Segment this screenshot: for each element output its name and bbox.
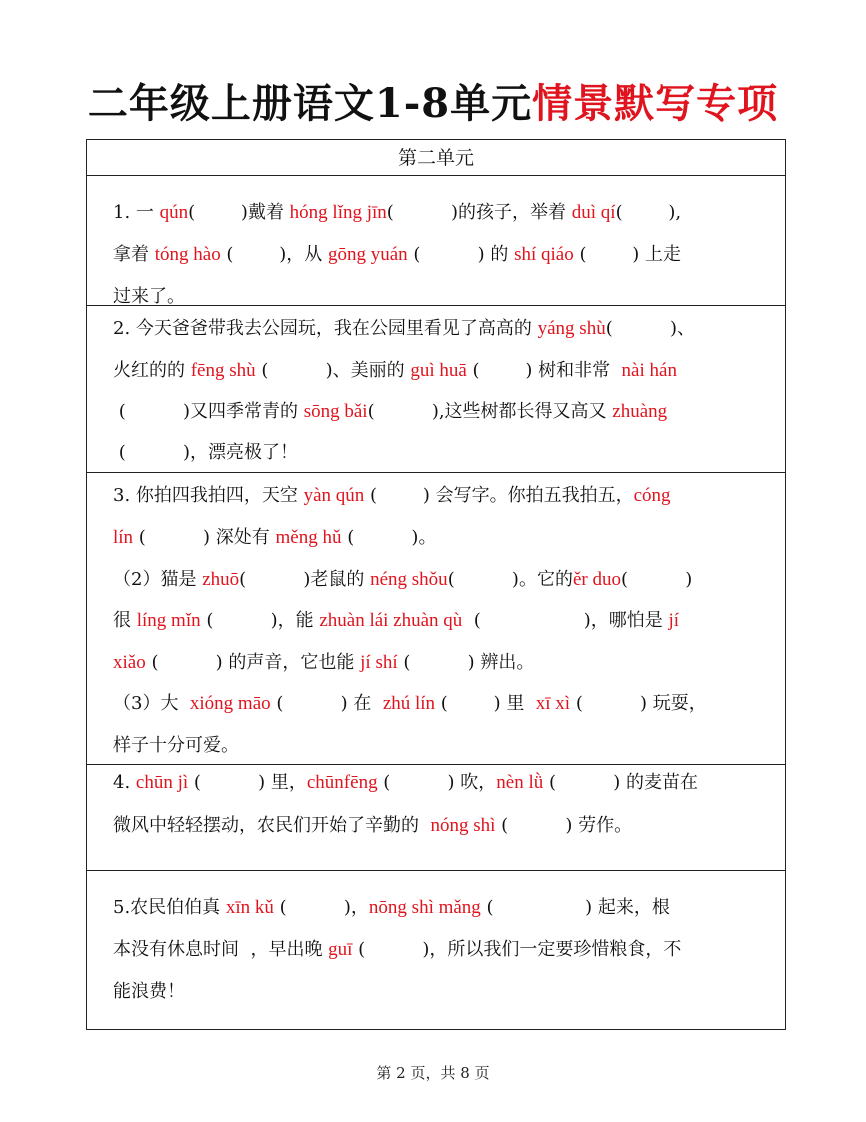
item-text: 本没有休息时间 ，早出晚 bbox=[113, 939, 329, 960]
pinyin-prompt: néng shǒu bbox=[370, 569, 448, 590]
title-black: 二年级上册语文1-8单元 bbox=[87, 80, 533, 127]
item-line bbox=[113, 316, 695, 342]
item-text: ( ) 树和非常 bbox=[466, 360, 622, 381]
item-line bbox=[113, 399, 667, 425]
pinyin-prompt: zhuàn lái zhuàn qù bbox=[319, 610, 463, 631]
item-text: ( ) 会写字。你拍五我拍五， bbox=[364, 485, 634, 506]
pinyin-prompt: yáng shù bbox=[537, 318, 606, 339]
item-text: 微风中轻轻摆动，农民们开始了辛勤的 bbox=[113, 815, 431, 836]
item-line bbox=[113, 691, 707, 717]
item-text: 拿着 bbox=[113, 244, 155, 265]
item-text: ( ) 里 bbox=[435, 693, 536, 714]
pinyin-prompt: lín bbox=[113, 527, 134, 548]
item-text: 5.农民伯伯真 bbox=[113, 897, 226, 918]
item-text: ( ) 的麦苗在 bbox=[543, 772, 698, 793]
item-line bbox=[113, 440, 298, 466]
item-text: ( )老鼠的 bbox=[239, 569, 371, 590]
section-header: 第二单元 bbox=[87, 140, 785, 176]
item-text: ( ) 玩耍， bbox=[570, 693, 707, 714]
pinyin-prompt: gōng yuán bbox=[327, 244, 408, 265]
pinyin-prompt: xióng māo bbox=[189, 693, 271, 714]
item-text: 样子十分可爱。 bbox=[113, 735, 239, 756]
pinyin-prompt: zhuàng bbox=[612, 401, 668, 422]
item-text: 过来了。 bbox=[113, 286, 185, 307]
item-text: ( )，从 bbox=[220, 244, 328, 265]
pinyin-prompt: sōng bǎi bbox=[303, 401, 368, 422]
item-text: ( ), bbox=[615, 202, 682, 223]
item-text: ( )。 bbox=[341, 527, 437, 548]
item-line bbox=[113, 813, 632, 839]
item-1 bbox=[87, 176, 785, 306]
pinyin-prompt: nōng shì mǎng bbox=[368, 897, 481, 918]
item-line bbox=[113, 358, 677, 384]
pinyin-prompt: tóng hào bbox=[154, 244, 221, 265]
pinyin-prompt: chūnfēng bbox=[306, 772, 378, 793]
pinyin-prompt: xīn kǔ bbox=[225, 897, 274, 918]
pinyin-prompt: jí shí bbox=[360, 652, 398, 673]
item-text: ( ) 深处有 bbox=[133, 527, 276, 548]
item-text: ( )又四季常青的 bbox=[113, 401, 304, 422]
item-line bbox=[113, 979, 185, 1005]
item-5 bbox=[87, 871, 785, 1029]
item-text: ( )戴着 bbox=[188, 202, 290, 223]
pinyin-prompt: shí qiáo bbox=[514, 244, 574, 265]
item-text: ( )。它的 bbox=[447, 569, 573, 590]
item-text: ( ) bbox=[620, 569, 693, 590]
item-line bbox=[113, 608, 679, 634]
item-text: ( ) 劳作。 bbox=[495, 815, 633, 836]
item-text: ( ) 上走 bbox=[573, 244, 681, 265]
pinyin-prompt: yàn qún bbox=[303, 485, 365, 506]
item-text: ( ) 吹， bbox=[377, 772, 497, 793]
item-text: ( )的孩子，举着 bbox=[386, 202, 572, 223]
pinyin-prompt: cóng bbox=[633, 485, 671, 506]
pinyin-prompt: chūn jì bbox=[135, 772, 189, 793]
title-red: 情景默写专项 bbox=[532, 80, 779, 127]
pinyin-prompt: qún bbox=[159, 202, 189, 223]
item-text: 很 bbox=[113, 610, 137, 631]
pinyin-prompt: xiǎo bbox=[113, 652, 146, 673]
pinyin-prompt: nèn lǜ bbox=[496, 772, 544, 793]
pinyin-prompt: fēng shù bbox=[190, 360, 256, 381]
item-line bbox=[113, 895, 670, 921]
pinyin-prompt: nóng shì bbox=[430, 815, 496, 836]
pinyin-prompt: duì qí bbox=[571, 202, 616, 223]
item-text: 1. 一 bbox=[113, 202, 160, 223]
pinyin-prompt: xī xì bbox=[535, 693, 571, 714]
item-3 bbox=[87, 473, 785, 765]
worksheet-table bbox=[86, 139, 786, 1030]
item-text: ( )，所以我们一定要珍惜粮食，不 bbox=[352, 939, 682, 960]
pinyin-prompt: ěr duo bbox=[572, 569, 621, 590]
item-text: ( )，能 bbox=[200, 610, 320, 631]
item-text: ( ) 里， bbox=[188, 772, 307, 793]
pinyin-prompt: měng hǔ bbox=[275, 527, 342, 548]
item-text: ( ) 在 bbox=[270, 693, 383, 714]
item-text: 2. 今天爸爸带我去公园玩，我在公园里看见了高高的 bbox=[113, 318, 538, 339]
item-text: 3. 你拍四我拍四，天空 bbox=[113, 485, 304, 506]
page-title bbox=[0, 72, 866, 129]
page-footer: 第 2 页，共 8 页 bbox=[376, 1064, 490, 1082]
pinyin-prompt: nài hán bbox=[621, 360, 677, 381]
item-text: ( ) 的 bbox=[407, 244, 515, 265]
item-line bbox=[113, 650, 534, 676]
item-text: ( )、美丽的 bbox=[255, 360, 411, 381]
item-line bbox=[113, 242, 681, 268]
pinyin-prompt: líng mǐn bbox=[136, 610, 201, 631]
item-line bbox=[113, 200, 681, 226]
item-text: ( )、 bbox=[605, 318, 695, 339]
item-4 bbox=[87, 765, 785, 871]
pinyin-prompt: jí bbox=[668, 610, 680, 631]
item-text: 火红的的 bbox=[113, 360, 191, 381]
item-text: ( )，漂亮极了！ bbox=[113, 442, 298, 463]
pinyin-prompt: guī bbox=[328, 939, 353, 960]
item-text: 4. bbox=[113, 772, 136, 793]
item-line bbox=[113, 483, 671, 509]
item-line bbox=[113, 567, 692, 593]
pinyin-prompt: zhuō bbox=[202, 569, 240, 590]
item-text: ( ) 的声音，它也能 bbox=[145, 652, 361, 673]
item-line bbox=[113, 937, 681, 963]
item-text: （3）大 bbox=[113, 693, 190, 714]
pinyin-prompt: zhú lín bbox=[382, 693, 436, 714]
item-line bbox=[113, 525, 436, 551]
item-text: ( )，哪怕是 bbox=[462, 610, 669, 631]
item-text: ( )， bbox=[273, 897, 369, 918]
item-2 bbox=[87, 306, 785, 473]
item-line bbox=[113, 733, 239, 759]
item-text: 能浪费！ bbox=[113, 981, 185, 1002]
pinyin-prompt: guì huā bbox=[410, 360, 467, 381]
item-text: ( ),这些树都长得又高又 bbox=[367, 401, 613, 422]
pinyin-prompt: hóng lǐng jīn bbox=[289, 202, 387, 223]
item-line bbox=[113, 770, 698, 796]
item-text: ( ) 起来，根 bbox=[480, 897, 670, 918]
item-text: ( ) 辨出。 bbox=[397, 652, 535, 673]
item-text: （2）猫是 bbox=[113, 569, 203, 590]
